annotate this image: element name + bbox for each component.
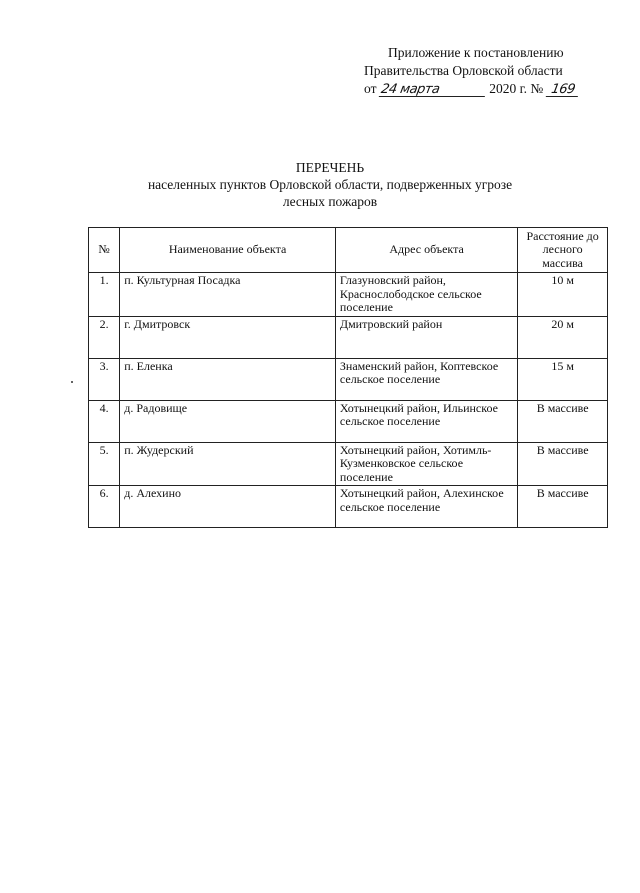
appendix-line-2: Правительства Орловской области — [364, 63, 563, 78]
row-num: 6. — [89, 486, 120, 528]
row-distance: 20 м — [518, 316, 608, 358]
title-line-2: лесных пожаров — [282, 194, 378, 209]
row-distance: В массиве — [518, 486, 608, 528]
appendix-from-label: от — [364, 81, 377, 96]
appendix-line-1: Приложение к постановлению — [388, 45, 564, 60]
row-name: п. Еленка — [120, 358, 336, 400]
row-address: Знаменский район, Коптевское сельское поселение — [335, 358, 517, 400]
table-row — [89, 400, 608, 442]
scan-speck — [71, 381, 73, 383]
row-address: Дмитровский район — [335, 316, 517, 358]
row-num: 2. — [89, 316, 120, 358]
row-address: Хотынецкий район, Ильинское сельское поселение — [335, 400, 517, 442]
table-row — [89, 486, 608, 528]
table-row — [89, 358, 608, 400]
header-address: Адрес объекта — [335, 228, 517, 273]
row-distance: В массиве — [518, 442, 608, 486]
header-name: Наименование объекта — [120, 228, 336, 273]
row-num: 1. — [89, 273, 120, 317]
handwritten-number: 169 — [545, 83, 579, 97]
header-num: № — [89, 228, 120, 273]
appendix-header — [364, 44, 579, 98]
row-distance: 15 м — [518, 358, 608, 400]
row-name: г. Дмитровск — [120, 316, 336, 358]
title-line-1: населенных пунктов Орловской области, подверженных угрозе — [147, 177, 513, 192]
row-name: п. Жудерский — [120, 442, 336, 486]
row-num: 3. — [89, 358, 120, 400]
table-row — [89, 273, 608, 317]
row-name: д. Алехино — [120, 486, 336, 528]
row-num: 5. — [89, 442, 120, 486]
table-header-row — [89, 228, 608, 273]
row-name: д. Радовище — [120, 400, 336, 442]
document-title — [120, 159, 540, 210]
appendix-year-label: 2020 г. № — [489, 81, 544, 96]
table-row — [89, 442, 608, 486]
row-address: Глазуновский район, Краснослободское сельское поселение — [335, 273, 517, 317]
row-name: п. Культурная Посадка — [120, 273, 336, 317]
row-distance: В массиве — [518, 400, 608, 442]
row-address: Хотынецкий район, Алехинское сельское поселение — [335, 486, 517, 528]
row-address: Хотынецкий район, Хотимль-Кузменковское сельское поселение — [335, 442, 517, 486]
title-heading: ПЕРЕЧЕНЬ — [295, 160, 365, 175]
row-distance: 10 м — [518, 273, 608, 317]
table-row — [89, 316, 608, 358]
row-num: 4. — [89, 400, 120, 442]
appendix-line-3 — [364, 80, 579, 98]
header-distance: Расстояние до лесного массива — [518, 228, 608, 273]
handwritten-date: 24 марта — [379, 83, 487, 97]
settlements-table — [88, 227, 608, 528]
